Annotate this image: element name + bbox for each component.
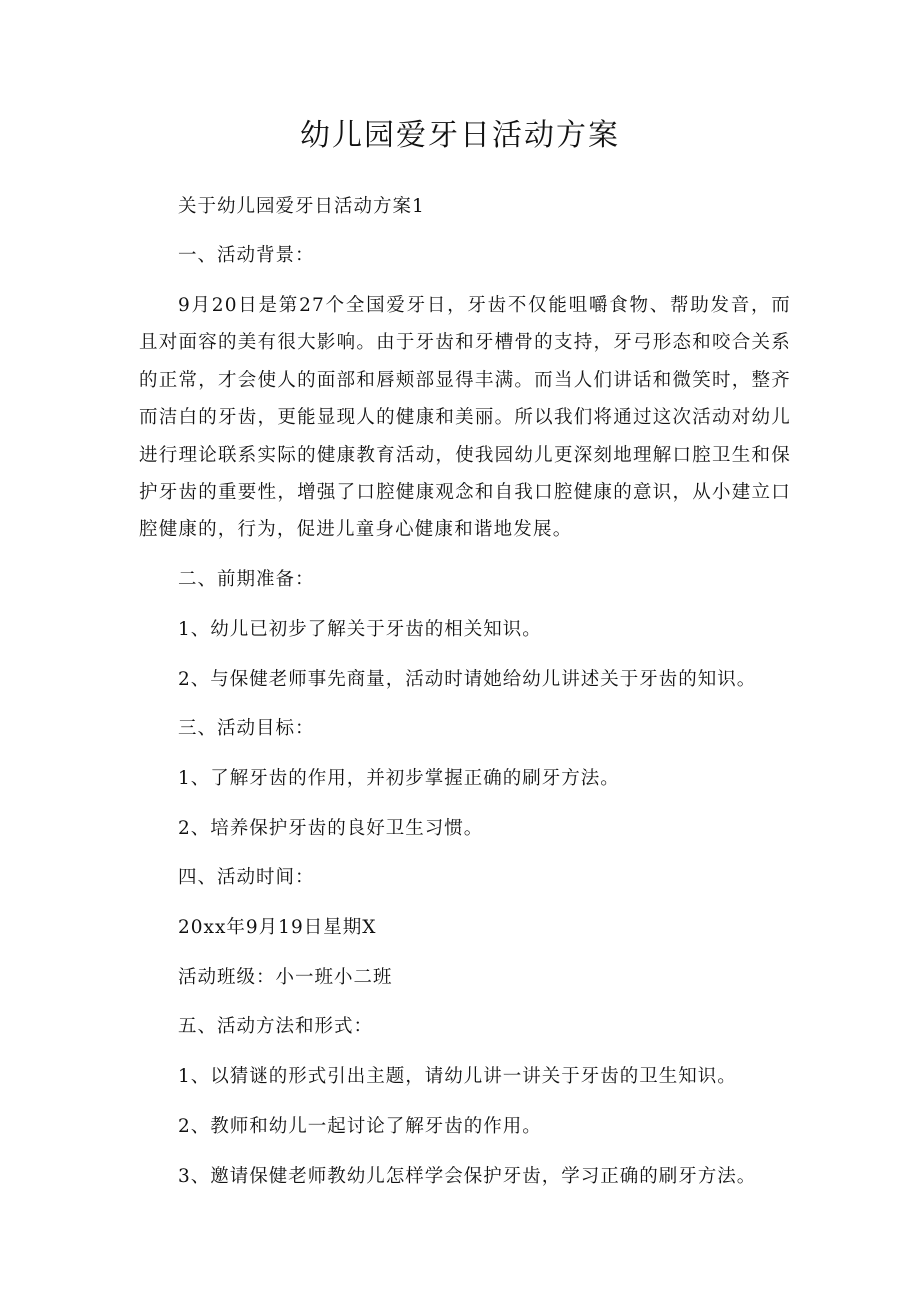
prep-item: 2、与保健老师事先商量，活动时请她给幼儿讲述关于牙齿的知识。 bbox=[178, 669, 757, 690]
goals-heading: 三、活动目标： bbox=[178, 718, 315, 739]
time-value: 20xx年9月19日星期X bbox=[178, 917, 377, 938]
method-item: 2、教师和幼儿一起讨论了解牙齿的作用。 bbox=[178, 1116, 542, 1137]
method-heading: 五、活动方法和形式： bbox=[178, 1016, 374, 1037]
method-item: 1、以猜谜的形式引出主题，请幼儿讲一讲关于牙齿的卫生知识。 bbox=[178, 1066, 737, 1087]
background-paragraph: 9月20日是第27个全国爱牙日，牙齿不仅能咀嚼食物、帮助发音，而且对面容的美有很大影响。由于牙齿和牙槽骨的支持，牙弓形态和咬合关系的正常，才会使人的面部和唇颊部显得丰满。而当人们讲话和微笑时，整齐而洁白的牙齿，更能显现人的健康和美丽。所以我们将通过这次活动对幼儿进行理论联系实际的健康教育活动，使我园幼儿更深刻地理解口腔卫生和保护牙齿的重要性，增强了口腔健康观念和自我口腔健康的意识，从小建立口腔健康的，行为，促进儿童身心健康和谐地发展。 bbox=[139, 295, 791, 541]
time-heading: 四、活动时间： bbox=[178, 867, 315, 888]
background-heading: 一、活动背景： bbox=[178, 245, 315, 266]
prep-heading: 二、前期准备： bbox=[178, 569, 315, 590]
document-title: 幼儿园爱牙日活动方案 bbox=[300, 118, 620, 153]
goals-item: 2、培养保护牙齿的良好卫生习惯。 bbox=[178, 818, 484, 839]
goals-item: 1、了解牙齿的作用，并初步掌握正确的刷牙方法。 bbox=[178, 768, 620, 789]
class-value: 活动班级：小一班小二班 bbox=[178, 967, 393, 988]
document-subtitle: 关于幼儿园爱牙日活动方案1 bbox=[178, 196, 425, 217]
method-item: 3、邀请保健老师教幼儿怎样学会保护牙齿，学习正确的刷牙方法。 bbox=[178, 1166, 757, 1187]
prep-item: 1、幼儿已初步了解关于牙齿的相关知识。 bbox=[178, 619, 542, 640]
